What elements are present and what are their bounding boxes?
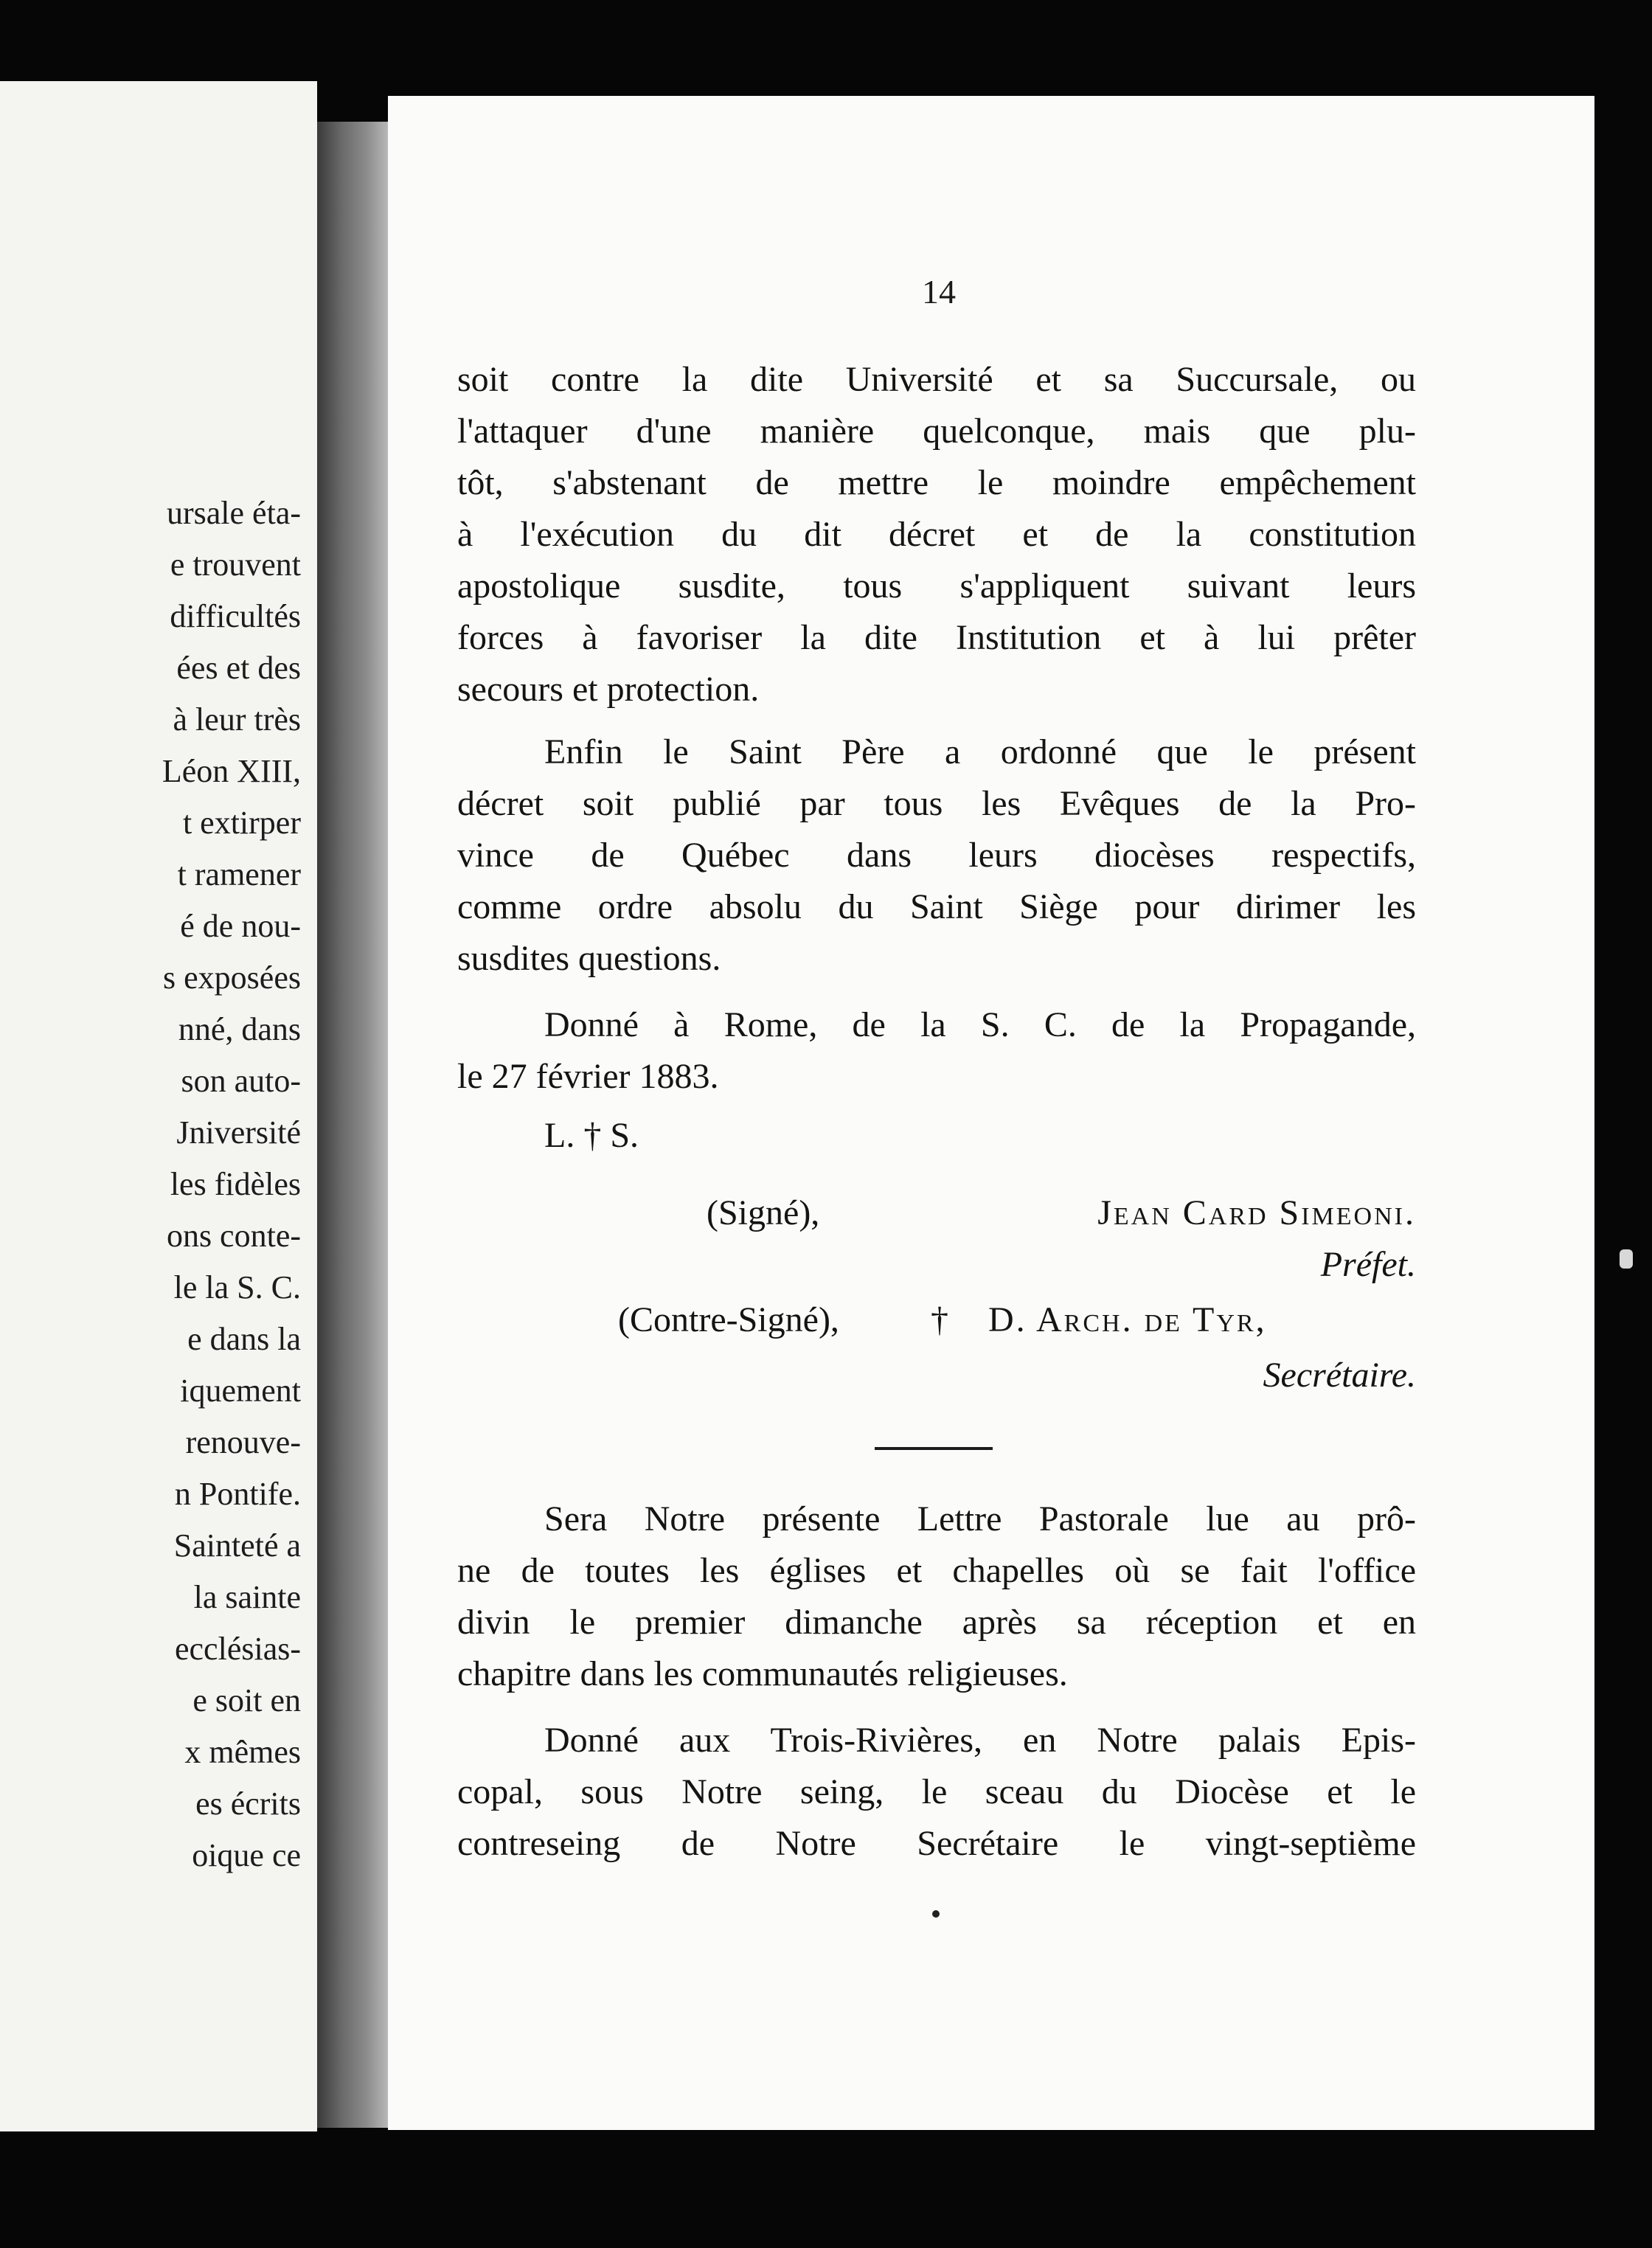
body-text-line: forces à favoriser la dite Institution et à lui prêter <box>457 618 1416 657</box>
left-page-line: ecclésias- <box>175 1631 301 1667</box>
page-number: 14 <box>922 273 956 311</box>
left-page-line: Jniversité <box>176 1114 301 1151</box>
left-page-line: la sainte <box>193 1579 301 1615</box>
scan-speck <box>932 1910 940 1918</box>
body-text-line: chapitre dans les communautés religieuses. <box>457 1654 1068 1693</box>
body-text-line: contreseing de Notre Secrétaire le vingt-septième <box>457 1824 1416 1863</box>
left-page-line: n Pontife. <box>174 1476 301 1512</box>
left-page-line: es écrits <box>195 1786 301 1822</box>
body-text-line: vince de Québec dans leurs diocèses respectifs, <box>457 836 1416 875</box>
left-facing-page <box>0 81 317 2131</box>
left-page-line: e dans la <box>187 1321 301 1357</box>
body-text-line: divin le premier dimanche après sa réception et en <box>457 1603 1416 1642</box>
left-page-line: ées et des <box>176 650 301 686</box>
seal-mark: L. † S. <box>544 1116 639 1155</box>
signed-label: (Signé), <box>707 1193 820 1232</box>
left-page-line: s exposées <box>163 960 301 996</box>
book-gutter-shadow <box>317 122 388 2128</box>
left-page-line: le la S. C. <box>173 1269 301 1305</box>
body-text-line: copal, sous Notre seing, le sceau du Diocèse et le <box>457 1772 1416 1811</box>
left-page-line: les fidèles <box>170 1166 301 1202</box>
signer-title: Préfet. <box>1320 1245 1416 1284</box>
left-page-line: ursale éta- <box>167 495 301 531</box>
body-text-line: l'attaquer d'une manière quelconque, mais que plu- <box>457 412 1416 451</box>
body-text-line: apostolique susdite, tous s'appliquent suivant leurs <box>457 566 1416 606</box>
left-page-line: x mêmes <box>184 1734 301 1770</box>
cross-mark: † <box>931 1300 948 1339</box>
left-page-line: e soit en <box>192 1682 301 1718</box>
left-page-line: ons conte- <box>166 1218 301 1254</box>
body-text-line: Sera Notre présente Lettre Pastorale lue au prô- <box>544 1499 1416 1538</box>
body-text-line: Donné à Rome, de la S. C. de la Propagande, <box>544 1005 1416 1044</box>
countersigner-title: Secrétaire. <box>1263 1356 1416 1395</box>
body-text-line: ne de toutes les églises et chapelles où se fait l'office <box>457 1551 1416 1590</box>
scan-speck <box>1620 1249 1633 1269</box>
left-page-line: à leur très <box>173 701 301 738</box>
left-page-line: difficultés <box>170 598 301 634</box>
body-text-line: secours et protection. <box>457 670 760 709</box>
body-text-line: susdites questions. <box>457 939 721 978</box>
countersigner-name: D. Arch. de Tyr, <box>988 1300 1267 1339</box>
left-page-line: e trouvent <box>170 547 301 583</box>
left-page-line: t ramener <box>177 856 301 892</box>
left-page-line: nné, dans <box>178 1011 301 1047</box>
left-page-line: son auto- <box>181 1063 301 1099</box>
countersigned-label: (Contre-Signé), <box>618 1300 839 1339</box>
left-page-line: iquement <box>180 1373 301 1409</box>
left-page-line: Sainteté a <box>173 1527 301 1564</box>
body-text-line: Enfin le Saint Père a ordonné que le présent <box>544 732 1416 771</box>
left-page-line: renouve- <box>185 1424 301 1460</box>
body-text-line: à l'exécution du dit décret et de la constitution <box>457 515 1416 554</box>
left-page-line: t extirper <box>182 805 301 841</box>
signer-name: Jean Card Simeoni. <box>1097 1193 1416 1232</box>
body-text-line: comme ordre absolu du Saint Siège pour dirimer les <box>457 887 1416 926</box>
left-page-line: oique ce <box>192 1837 301 1873</box>
left-page-line: Léon XIII, <box>162 753 301 789</box>
section-divider-rule <box>875 1447 993 1450</box>
body-text-line: soit contre la dite Université et sa Succursale, ou <box>457 360 1416 399</box>
left-page-line: é de nou- <box>180 908 301 944</box>
body-text-line: le 27 février 1883. <box>457 1057 719 1096</box>
body-text-line: tôt, s'abstenant de mettre le moindre empêchement <box>457 463 1416 502</box>
body-text-line: Donné aux Trois-Rivières, en Notre palais Epis- <box>544 1721 1416 1760</box>
body-text-line: décret soit publié par tous les Evêques de la Pro- <box>457 784 1416 823</box>
